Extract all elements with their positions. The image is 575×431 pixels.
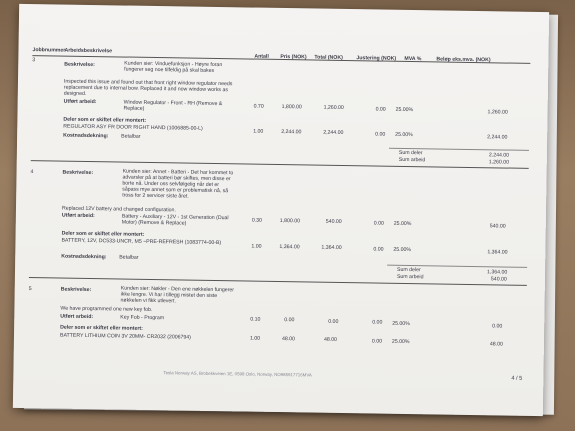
work-description: Battery - Auxiliary - 12V - 1st Generation (Dual Motor) (Remove & Replace) [121, 213, 229, 227]
part-description: BATTERY, 12V, DC533-UNCR, M5 ~PRE-REFRESH (1083774-00-B) [61, 237, 222, 247]
label-sum-arbeid: Sum arbeid [396, 273, 424, 281]
part-description: REGULATOR ASY FR DOOR RIGHT HAND (1006885-00-L) [63, 123, 203, 132]
job-number: 4 [30, 169, 34, 176]
work-total: 540.00 [325, 218, 342, 225]
work-qty: 0.70 [253, 103, 264, 110]
label-kostnad: Kostnadsdekning: [61, 253, 107, 261]
coverage: Betalbar [121, 133, 141, 140]
label-utfort: Utført arbeid: [63, 98, 97, 106]
job-number: 5 [28, 286, 32, 293]
col-justering: Justering (NOK) [356, 55, 397, 62]
label-deler: Deler som er skiftet eller montert: [63, 116, 147, 124]
work-description: Window Regulator - Front - RH (Remove & Replace) [123, 99, 223, 112]
work-qty: 0.10 [250, 316, 261, 323]
work-vat: 25.00% [395, 106, 414, 114]
inspection-text: Inspected this issue and found out that front right window regulator needs replacement due to internal bow. Replaced it and now window works as designed. [63, 78, 233, 97]
sum-work: 540.00 [490, 276, 507, 283]
label-sum-deler: Sum deler [397, 266, 421, 274]
label-utfort: Utført arbeid: [61, 212, 95, 220]
label-beskrivelse: Beskrivelse: [60, 286, 92, 294]
work-description: Key Fob - Program [120, 314, 165, 322]
label-deler: Deler som er skiftet eller montert: [60, 324, 143, 332]
label-kostnad: Kostnadsdekning: [63, 132, 109, 140]
part-amount: 48.00 [489, 341, 503, 348]
part-vat: 25.00% [391, 338, 410, 346]
customer-says: Kunden sier: Nøkler - Den ene nøkkelen fungerer ikke lengre. Vi har i tillegg mistet den siste nøkkelen vi fikk utlevert. [120, 285, 235, 305]
part-price: 1,364.00 [279, 243, 300, 251]
job-separator [31, 160, 529, 169]
col-mva: MVA % [404, 55, 422, 63]
label-deler: Deler som er skiftet eller montert: [61, 230, 145, 238]
part-qty: 1.00 [253, 128, 264, 135]
part-total: 48.00 [323, 336, 337, 343]
label-utfort: Utført arbeid: [60, 313, 94, 321]
page-number: 4 / 5 [511, 375, 523, 382]
part-total: 2,244.00 [323, 129, 344, 136]
part-price: 48.00 [281, 336, 296, 343]
label-sum-arbeid: Sum arbeid [398, 156, 426, 164]
inspection-text: We have programmed one new key fob. [60, 305, 153, 313]
work-qty: 0.30 [251, 217, 262, 224]
invoice-page [13, 4, 549, 416]
part-total: 1,364.00 [321, 244, 342, 251]
part-amount: 1,364.00 [487, 249, 508, 256]
sum-parts: 2,244.00 [488, 152, 510, 159]
part-amount: 2,244.00 [487, 134, 508, 141]
job-number: 3 [32, 57, 36, 64]
work-price: 1,800.00 [279, 217, 301, 225]
company-footer: Tesla Norway AS, Brobekkveien 1E, 0598 Oslo, Norway, NO985917716MVA [163, 370, 312, 378]
part-adjustment: 0.00 [373, 246, 384, 253]
sum-parts: 1,364.00 [487, 269, 508, 276]
work-adjustment: 0.00 [373, 220, 384, 227]
part-vat: 25.00% [393, 246, 412, 254]
col-belop: Beløp eks.mva. (NOK) [436, 56, 491, 64]
work-price: 0.00 [284, 317, 295, 324]
part-qty: 1.00 [249, 335, 261, 342]
part-qty: 1.00 [251, 243, 262, 250]
customer-says: Kunden sier: Vinduefunksjon - Høyre foran fungerer seg noe tilfeldig på skal bakes [124, 60, 223, 74]
part-description: BATTERY LITHIUM COIN 3V 20MM- CR2032 (2006794) [59, 332, 191, 341]
work-amount: 0.00 [492, 323, 503, 330]
work-amount: 1,260.00 [487, 109, 508, 116]
col-total: Total (NOK) [314, 54, 343, 61]
coverage: Betalbar [119, 254, 139, 261]
label-beskrivelse: Beskrivelse: [64, 61, 95, 69]
col-arbeidsbeskrivelse: Arbeidsbeskrivelse [64, 47, 113, 55]
work-amount: 540.00 [489, 223, 506, 230]
label-beskrivelse: Beskrivelse: [62, 169, 94, 177]
col-jobbnummer: Jobbnummer [32, 47, 66, 54]
work-vat: 25.00% [392, 320, 410, 328]
part-vat: 25.00% [395, 131, 413, 139]
work-total: 1,260.00 [323, 104, 344, 111]
work-vat: 25.00% [393, 220, 412, 228]
part-price: 2,244.00 [281, 128, 302, 136]
part-adjustment: 0.00 [375, 131, 386, 138]
col-pris: Pris (NOK) [280, 53, 307, 61]
label-sum-deler: Sum deler [398, 149, 423, 157]
work-price: 1,800.00 [281, 103, 302, 111]
inspection-text: Replaced 12V battery and changed configuration. [61, 205, 176, 214]
work-total: 0.00 [328, 318, 339, 325]
sum-work: 1,260.00 [488, 159, 510, 166]
job-separator [29, 277, 527, 286]
col-antall: Antall [254, 53, 269, 60]
work-adjustment: 0.00 [375, 106, 386, 113]
customer-says: Kunden sier: Annet - Batteri - Det har kommet to advarsler på at batteri bør skiftes, men disse er borte nå. Under oss selvfølgelig når det er såpass mye annet som er problematisk nå, så tross for 2 servicer siste året. [122, 168, 234, 200]
work-adjustment: 0.00 [372, 319, 383, 326]
part-adjustment: 0.00 [371, 338, 383, 345]
